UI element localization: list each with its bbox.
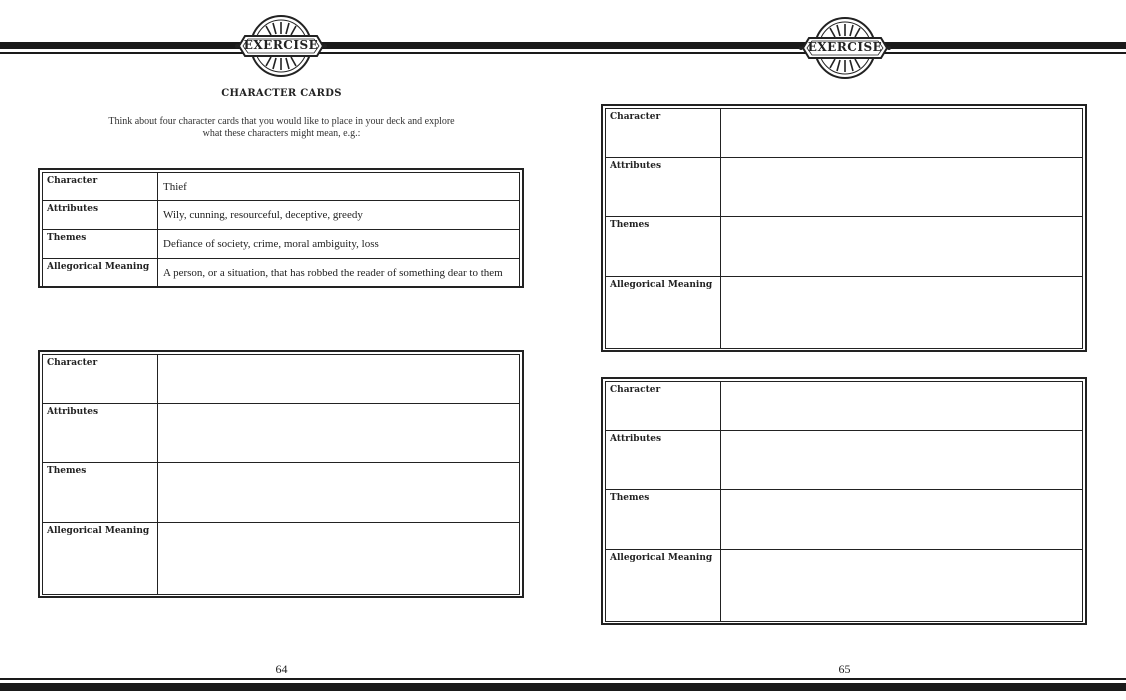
table-row: Character Thief bbox=[43, 173, 520, 201]
table-row: Allegorical Meaning bbox=[43, 523, 520, 595]
themes-field[interactable] bbox=[158, 463, 520, 523]
table-row: Themes bbox=[43, 463, 520, 523]
table-row: Attributes bbox=[43, 404, 520, 463]
table-row: Themes bbox=[606, 217, 1083, 277]
attributes-field[interactable] bbox=[158, 404, 520, 463]
intro-text: Think about four character cards that you would like to place in your deck and explore what these characters might mean, e.g.: bbox=[108, 116, 455, 139]
blank-character-card bbox=[601, 377, 1087, 625]
exercise-badge bbox=[233, 14, 329, 78]
badge-label: EXERCISE bbox=[807, 40, 883, 54]
table-row: Themes bbox=[606, 490, 1083, 550]
themes-field[interactable] bbox=[721, 217, 1083, 277]
example-character-card bbox=[38, 168, 524, 288]
page-number: 64 bbox=[275, 662, 288, 676]
table-row: Attributes bbox=[606, 158, 1083, 217]
blank-character-card bbox=[38, 350, 524, 598]
attributes-field[interactable] bbox=[721, 431, 1083, 490]
page-number: 65 bbox=[838, 662, 851, 676]
table-row: Character bbox=[43, 355, 520, 404]
table-row: Character bbox=[606, 109, 1083, 158]
table-row: Allegorical Meaning A person, or a situation, that has robbed the reader of something dear to them bbox=[43, 259, 520, 287]
right-page bbox=[563, 0, 1126, 700]
blank-character-card bbox=[601, 104, 1087, 352]
allegorical-meaning-field[interactable] bbox=[721, 550, 1083, 622]
character-field[interactable] bbox=[721, 382, 1083, 431]
badge-label: EXERCISE bbox=[243, 38, 319, 52]
themes-field[interactable] bbox=[721, 490, 1083, 550]
character-field[interactable] bbox=[158, 355, 520, 404]
table-row: Allegorical Meaning bbox=[606, 277, 1083, 349]
table-row: Allegorical Meaning bbox=[606, 550, 1083, 622]
table-row: Character bbox=[606, 382, 1083, 431]
table-row: Attributes Wily, cunning, resourceful, deceptive, greedy bbox=[43, 201, 520, 230]
allegorical-meaning-field[interactable] bbox=[721, 277, 1083, 349]
allegorical-meaning-field[interactable] bbox=[158, 523, 520, 595]
page-title: CHARACTER CARDS bbox=[221, 88, 342, 99]
table-row: Themes Defiance of society, crime, moral ambiguity, loss bbox=[43, 230, 520, 259]
attributes-field[interactable] bbox=[721, 158, 1083, 217]
bottom-rule bbox=[0, 678, 1126, 694]
table-row: Attributes bbox=[606, 431, 1083, 490]
character-field[interactable] bbox=[721, 109, 1083, 158]
exercise-badge bbox=[797, 16, 893, 80]
